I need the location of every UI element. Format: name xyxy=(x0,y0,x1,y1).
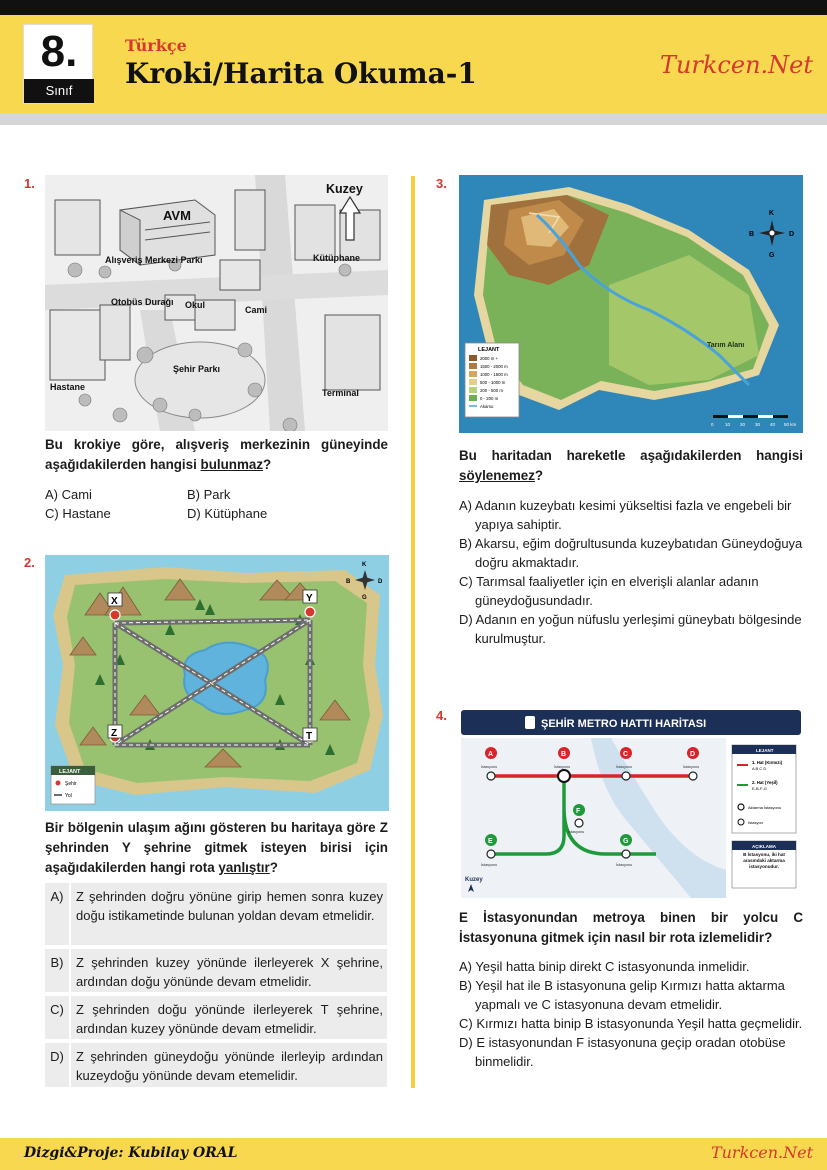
question-4-text: E İstasyonundan metroya binen bir yolcu C İstasyonuna gitmek için nasıl bir rota izlemelidir? xyxy=(459,910,803,945)
svg-text:0 - 200 m: 0 - 200 m xyxy=(480,396,499,401)
svg-text:40: 40 xyxy=(770,422,776,427)
q2-island-map xyxy=(45,555,389,811)
question-3-text: Bu haritadan hareketle aşağıdakilerden hangisi söylenemez? xyxy=(459,448,803,483)
svg-text:Yol: Yol xyxy=(65,793,72,799)
q1-label-library: Kütüphane xyxy=(313,253,360,263)
svg-text:LEJANT: LEJANT xyxy=(59,769,81,775)
q1-label-mosque: Cami xyxy=(245,305,268,315)
q1-label-city-park: Şehir Parkı xyxy=(173,364,221,374)
svg-text:1000 - 1500 m: 1000 - 1500 m xyxy=(480,372,508,377)
grade-number: 8. xyxy=(40,27,78,76)
q4-legend xyxy=(732,745,796,833)
subject-name: Türkçe xyxy=(125,36,187,55)
svg-text:İstasyonu: İstasyonu xyxy=(616,765,633,769)
q4-options xyxy=(459,957,803,1071)
question-1-text: Bu krokiye göre, alışveriş merkezinin güneyinde aşağıdakilerden hangisi bulunmaz? xyxy=(45,437,388,472)
q3-island-relief-map xyxy=(459,175,803,433)
svg-text:İstasyonu: İstasyonu xyxy=(683,765,700,769)
q2-city-y: Y xyxy=(306,593,313,604)
q2-option-a-label: A) xyxy=(45,883,71,945)
svg-text:D: D xyxy=(690,751,696,758)
q3-option-b[interactable]: B) Akarsu, eğim doğrultusunda kuzeybatıdan Güneydoğuya doğru akmaktadır. xyxy=(459,536,803,570)
column-divider xyxy=(411,176,415,1088)
q2-legend xyxy=(51,766,95,804)
question-1-number: 1. xyxy=(24,176,35,191)
brand-logo: Turkcen.Net xyxy=(659,51,813,79)
header-divider-strip xyxy=(0,113,827,125)
svg-text:LEJANT: LEJANT xyxy=(756,748,774,753)
q2-option-d-label: D) xyxy=(45,1043,71,1087)
q4-option-b[interactable]: B) Yeşil hat ile B istasyonuna gelip Kırmızı hatta aktarma yapmalı ve C istasyonuna devam etmelidir. xyxy=(459,978,785,1012)
q4-north-label: Kuzey xyxy=(465,877,483,883)
svg-text:İstasyon: İstasyon xyxy=(748,820,763,825)
svg-text:Akarsu: Akarsu xyxy=(480,404,494,409)
svg-text:2000 m +: 2000 m + xyxy=(480,356,499,361)
q4-map-title: ŞEHİR METRO HATTI HARİTASI xyxy=(541,718,707,730)
svg-text:İstasyonu: İstasyonu xyxy=(616,863,633,867)
q3-option-c[interactable]: C) Tarımsal faaliyetler için en elverişli alanlar adanın güneydoğusundadır. xyxy=(459,574,759,608)
q3-label-farm: Tarım Alanı xyxy=(707,342,745,349)
svg-text:D: D xyxy=(378,579,383,585)
q1-label-school: Okul xyxy=(185,300,206,310)
footer-credit: Dizgi&Proje: Kubilay ORAL xyxy=(24,1145,238,1161)
q4-metro-map xyxy=(461,710,801,898)
q2-city-x: X xyxy=(111,596,118,607)
svg-text:30: 30 xyxy=(755,422,761,427)
question-2-keyword: yanlıştır xyxy=(218,860,270,875)
svg-text:İstasyonu: İstasyonu xyxy=(568,830,585,834)
svg-text:G: G xyxy=(769,252,775,259)
q3-option-d[interactable]: D) Adanın en yoğun nüfuslu yerleşimi güneybatı bölgesinde kurulmuştur. xyxy=(459,612,802,646)
svg-text:İstasyonu: İstasyonu xyxy=(481,863,498,867)
svg-text:500 - 1000 m: 500 - 1000 m xyxy=(480,380,506,385)
page-header xyxy=(0,15,827,113)
svg-text:B: B xyxy=(561,751,567,758)
svg-text:1. Hat (Kırmızı): 1. Hat (Kırmızı) xyxy=(752,760,783,765)
svg-text:A: A xyxy=(488,751,494,758)
top-black-bar xyxy=(0,0,827,15)
q1-label-mall-park: Alışveriş Merkezi Parkı xyxy=(105,255,203,265)
q3-options xyxy=(459,496,803,648)
svg-text:A B C D: A B C D xyxy=(752,766,767,771)
svg-text:AÇIKLAMA: AÇIKLAMA xyxy=(752,844,776,849)
q3-legend xyxy=(465,343,519,417)
q2-option-b-text: Z şehrinden kuzey yönünde ilerleyerek X şehrine, ardından doğu yönünde devam etmelidir. xyxy=(76,955,383,989)
svg-text:20: 20 xyxy=(740,422,746,427)
q2-city-z: Z xyxy=(111,728,118,739)
q1-option-c[interactable]: C) Hastane xyxy=(45,506,111,521)
q1-option-b[interactable]: B) Park xyxy=(187,487,231,502)
svg-text:2. Hat (Yeşil): 2. Hat (Yeşil) xyxy=(752,780,778,785)
svg-text:G: G xyxy=(362,595,367,601)
question-3-keyword: söylenemez xyxy=(459,468,535,483)
page-footer xyxy=(0,1138,827,1170)
svg-text:C: C xyxy=(623,751,629,758)
q4-option-a[interactable]: A) Yeşil hatta binip direkt C istasyonunda inmelidir. xyxy=(459,959,750,974)
svg-text:50 km: 50 km xyxy=(784,422,797,427)
q1-city-sketch xyxy=(45,175,388,431)
question-3-number: 3. xyxy=(436,176,447,191)
q2-option-c[interactable] xyxy=(45,996,387,1039)
svg-text:10: 10 xyxy=(725,422,731,427)
svg-text:F: F xyxy=(576,808,581,815)
q3-option-a[interactable]: A) Adanın kuzeybatı kesimi yükseltisi fazla ve engebeli bir yapıya sahiptir. xyxy=(459,498,792,532)
grade-label: Sınıf xyxy=(24,79,94,103)
q1-label-north: Kuzey xyxy=(326,182,363,196)
q1-label-bus-stop: Otobüs Durağı xyxy=(111,297,174,307)
page-title: Kroki/Harita Okuma-1 xyxy=(125,57,477,90)
svg-text:K: K xyxy=(769,210,775,217)
question-2-number: 2. xyxy=(24,555,35,570)
q2-option-b[interactable] xyxy=(45,949,387,992)
q2-city-t: T xyxy=(306,731,313,742)
q1-option-a[interactable]: A) Cami xyxy=(45,487,92,502)
q1-option-d[interactable]: D) Kütüphane xyxy=(187,506,268,521)
svg-text:B: B xyxy=(346,579,351,585)
svg-text:0: 0 xyxy=(711,422,714,427)
q1-label-terminal: Terminal xyxy=(322,388,359,398)
svg-text:G: G xyxy=(623,838,629,845)
q2-option-d-text: Z şehrinden güneydoğu yönünde ilerleyip ardından kuzeydoğu yönünde devam etemelidir. xyxy=(76,1049,383,1083)
svg-text:E-B-F-G: E-B-F-G xyxy=(752,786,767,791)
q2-option-c-text: Z şehrinden doğu yönünde ilerleyerek T şehrine, ardından kuzey yönünde devam etmelidir. xyxy=(76,1002,383,1036)
q4-option-c[interactable]: C) Kırmızı hatta binip B istasyonunda Yeşil hatta geçmelidir. xyxy=(459,1016,803,1031)
q2-option-b-label: B) xyxy=(45,949,71,992)
svg-text:B: B xyxy=(749,231,755,238)
svg-text:K: K xyxy=(362,562,367,568)
svg-text:D: D xyxy=(789,231,795,238)
svg-text:Aktarma İstasyonu: Aktarma İstasyonu xyxy=(748,805,782,810)
q2-option-a-text: Z şehrinden doğru yönüne girip hemen sonra kuzey doğu istikametinde bulunan yoldan devam etmelidir. xyxy=(76,889,383,923)
question-1-keyword: bulunmaz xyxy=(200,457,264,472)
svg-text:İstasyonu: İstasyonu xyxy=(554,765,571,769)
q4-option-d[interactable]: D) E istasyonundan F istasyonuna geçip oradan otobüse binmelidir. xyxy=(459,1035,786,1069)
question-4-number: 4. xyxy=(436,708,447,723)
svg-text:İstasyonu: İstasyonu xyxy=(481,765,498,769)
q1-label-hospital: Hastane xyxy=(50,382,86,392)
svg-text:1500 - 2000 m: 1500 - 2000 m xyxy=(480,364,508,369)
q2-option-a[interactable] xyxy=(45,883,387,945)
svg-text:200 - 500 m: 200 - 500 m xyxy=(480,388,503,393)
footer-brand-logo: Turkcen.Net xyxy=(710,1143,813,1162)
svg-text:LEJANT: LEJANT xyxy=(478,347,500,353)
q1-label-mall: AVM xyxy=(163,208,191,223)
question-2-text: Bir bölgenin ulaşım ağını gösteren bu haritaya göre Z şehrinden Y şehrine gitmek isteyen birisi için aşağıdakilerden hangi rota yanlıştır? xyxy=(45,820,388,875)
svg-text:E: E xyxy=(488,838,493,845)
q2-option-c-label: C) xyxy=(45,996,71,1039)
q2-option-d[interactable] xyxy=(45,1043,387,1087)
svg-text:Şehir: Şehir xyxy=(65,781,77,787)
grade-badge xyxy=(23,24,93,104)
q4-note-box: AÇIKLAMA B İstasyonu, iki hat arasındaki aktarma istasyonudur. xyxy=(732,841,796,888)
